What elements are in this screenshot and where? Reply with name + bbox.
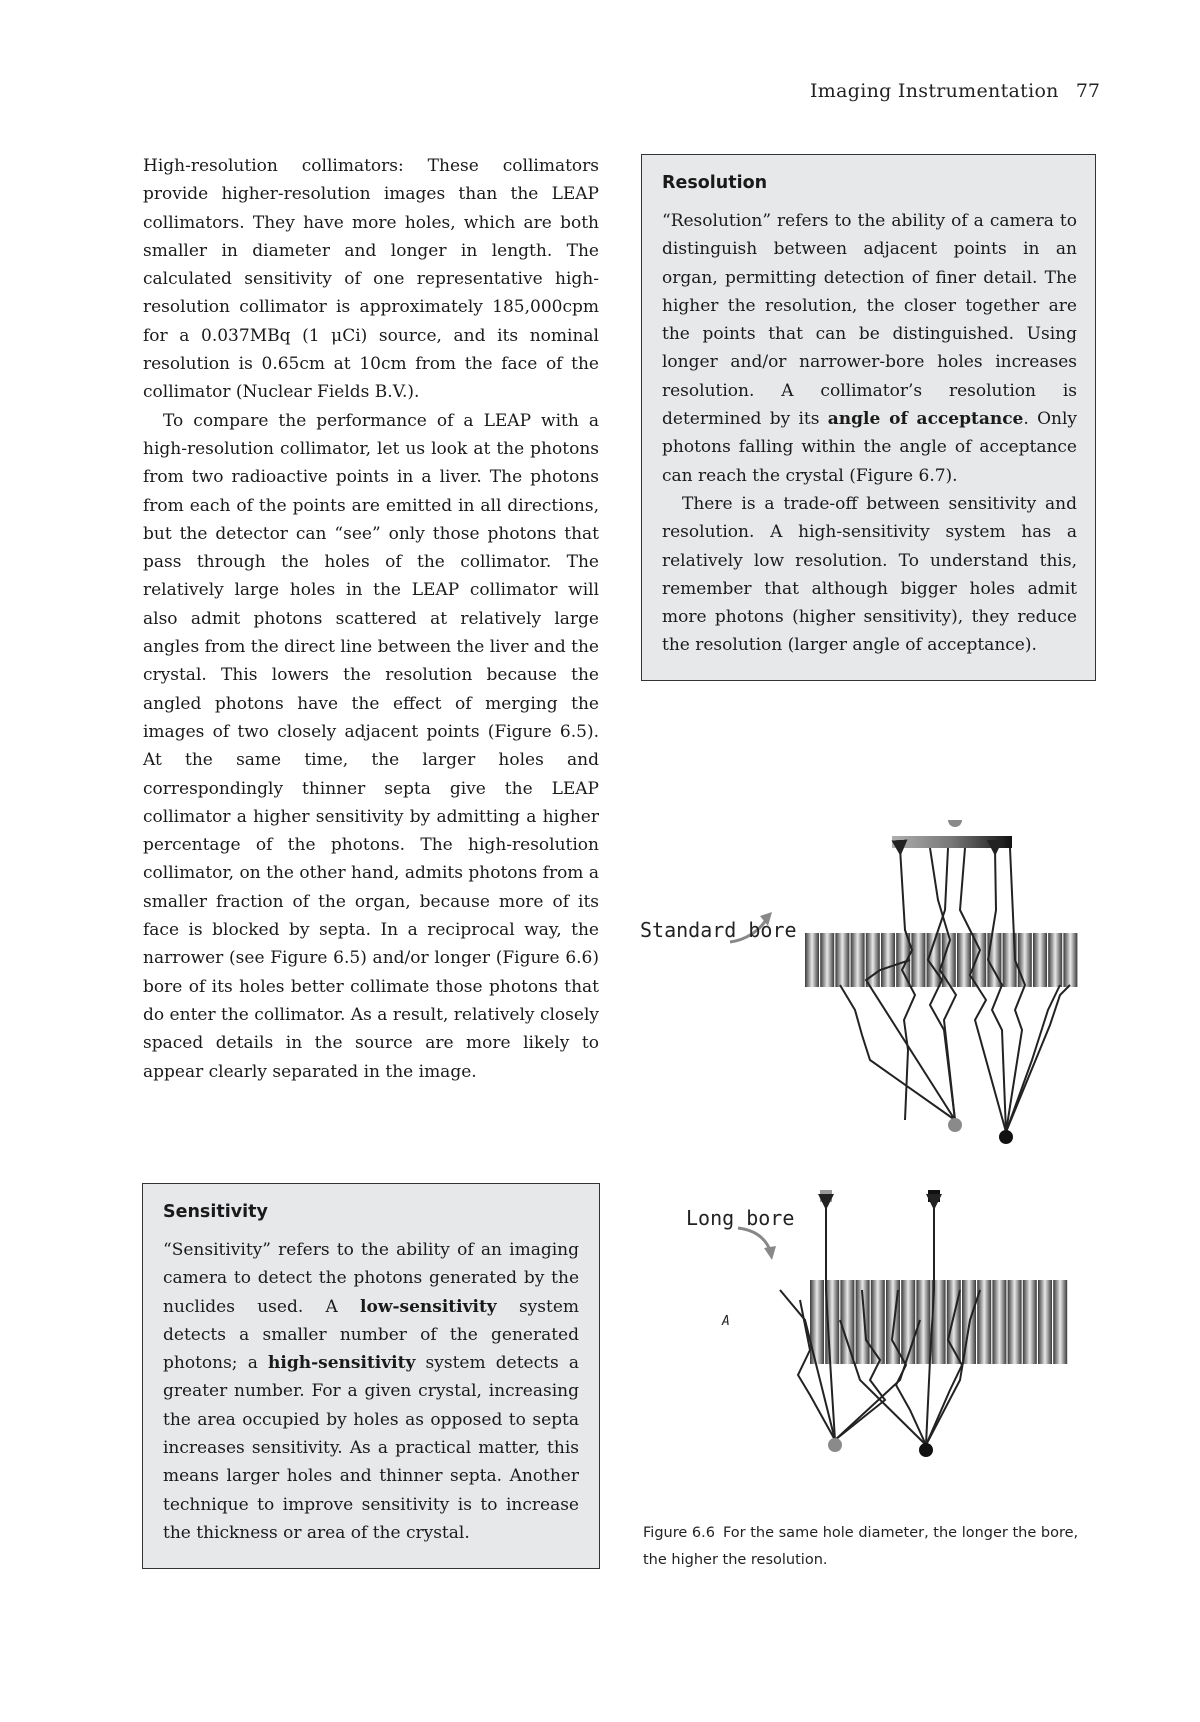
term-high-sensitivity: high-sensitivity: [268, 1353, 416, 1374]
resolution-text-1b: . Only photons falling within the angle of acceptance can reach the crystal (Figure 6.7).: [662, 409, 1078, 486]
sensitivity-text-c: system detects a greater number. For a given crystal, increasing the area occupied by holes as opposed to septa increases sensitivity. As a practical matter, this means larger holes and thinner septa. Another technique to improve sensitivity is to increase the thickness or area of the crystal.: [163, 1353, 579, 1543]
standard-bore-septum: [835, 933, 849, 987]
figure-6-6: [630, 820, 1110, 1520]
standard-bore-septum: [851, 933, 865, 987]
source-point-gray: [948, 820, 962, 827]
term-low-sensitivity: low-sensitivity: [360, 1296, 497, 1317]
standard-bore-septum: [957, 933, 971, 987]
standard-bore-septum: [1048, 933, 1062, 987]
running-head: [810, 80, 1100, 110]
sensitivity-paragraph: [163, 1236, 579, 1547]
sensitivity-box-title: Sensitivity: [163, 1202, 268, 1222]
sensitivity-text-a: “Sensitivity” refers to the ability of an imaging camera to detect the photons generated by the nuclides used. A: [163, 1240, 579, 1317]
long-bore-septum: [1023, 1280, 1037, 1364]
long-bore-septum: [992, 1280, 1006, 1364]
standard-bore-septum: [820, 933, 834, 987]
arrow-long-bore: [738, 1228, 770, 1250]
standard-bore-septum: [1063, 933, 1077, 987]
resolution-paragraph-2: There is a trade-off between sensitivity and resolution. A high-sensitivity system has a relatively low resolution. To understand this, remember that although bigger holes admit more photons (higher sensitivity), they reduce the resolution (larger angle of acceptance).: [662, 493, 1077, 656]
figure-caption: [643, 1520, 1098, 1574]
resolution-paragraph-1: [662, 207, 1077, 490]
page-number: 77: [1075, 80, 1100, 102]
source-point-gray-long: [828, 1438, 842, 1452]
label-small-annotation: A: [722, 1314, 730, 1329]
label-standard-bore: Standard bore: [640, 918, 797, 942]
standard-bore-septum: [1033, 933, 1047, 987]
long-bore-septum: [901, 1280, 915, 1364]
standard-bore-septum: [805, 933, 819, 987]
long-bore-septum: [1008, 1280, 1022, 1364]
label-long-bore: Long bore: [686, 1206, 795, 1230]
crystal-strip: [892, 836, 1012, 848]
running-head-title: Imaging Instrumentation: [810, 80, 1059, 102]
detector-point-gray: [820, 1190, 832, 1202]
resolution-box-title: Resolution: [662, 173, 768, 193]
long-bore-septum: [1053, 1280, 1067, 1364]
sensitivity-box: [142, 1183, 600, 1569]
paragraph-leap-comparison: To compare the performance of a LEAP with a high-resolution collimator, let us look at the photons from two radioactive points in a liver. The photons from each of the points are emitted in all directions, but the detector can “see” only those photons that pass through the holes of the collimator. The relatively large holes in the LEAP collimator will also admit photons scattered at relatively large angles from the direct line between the liver and the crystal. This lowers the resolution because the angled photons have the effect of merging the images of two closely adjacent points (Figure 6.5). At the same time, the larger holes and correspondingly thinner septa give the LEAP collimator a higher sensitivity by admitting a higher percentage of the photons. The high-resolution collimator, on the other hand, admits photons from a smaller fraction of the organ, because more of its face is blocked by septa. In a reciprocal way, the narrower (see Figure 6.5) and/or longer (Figure 6.6) bore of its holes better collimate those photons that do enter the collimator. As a result, relatively closely spaced details in the source are more likely to appear clearly separated in the image.: [143, 410, 599, 1082]
standard-bore-septum: [1018, 933, 1032, 987]
caption-number: Figure 6.6: [643, 1525, 715, 1541]
term-angle-of-acceptance: angle of acceptance: [827, 409, 1024, 430]
sensitivity-text-b: system detects a smaller number of the generated photons; a: [163, 1296, 580, 1374]
detector-point-black: [928, 1190, 940, 1202]
resolution-box: [641, 154, 1096, 681]
source-point-black-standard: [999, 1130, 1013, 1144]
source-point-gray-standard: [948, 1118, 962, 1132]
long-bore-septum: [840, 1280, 854, 1364]
photon-paths-standard: [840, 848, 1070, 1132]
source-point-black-long: [919, 1443, 933, 1457]
arrowhead-long: [764, 1246, 776, 1260]
standard-bore-septum: [911, 933, 925, 987]
resolution-text-1a: “Resolution” refers to the ability of a camera to distinguish between adjacent points in an organ, permitting detection of finer detail. The higher the resolution, the closer together are the points that can be distinguished. Using longer and/or narrower-bore holes increases resolution. A collimator’s resolution is determined by its: [662, 211, 1077, 430]
standard-bore-septum: [881, 933, 895, 987]
standard-bore-septum: [972, 933, 986, 987]
paragraph-high-resolution-collimators: High-resolution collimators: These collimators provide higher-resolution images than the LEAP collimators. They have more holes, which are both smaller in diameter and longer in length. The calculated sensitivity of one representative high-resolution collimator is approximately 185,000cpm for a 0.037MBq (1 μCi) source, and its nominal resolution is 0.65cm at 10cm from the face of the collimator (Nuclear Fields B.V.).: [143, 156, 599, 403]
body-text-column: [143, 152, 599, 1086]
long-bore-septum: [1038, 1280, 1052, 1364]
caption-text: For the same hole diameter, the longer the bore, the higher the resolution.: [643, 1525, 1079, 1568]
long-bore-collimator: [810, 1280, 1067, 1364]
